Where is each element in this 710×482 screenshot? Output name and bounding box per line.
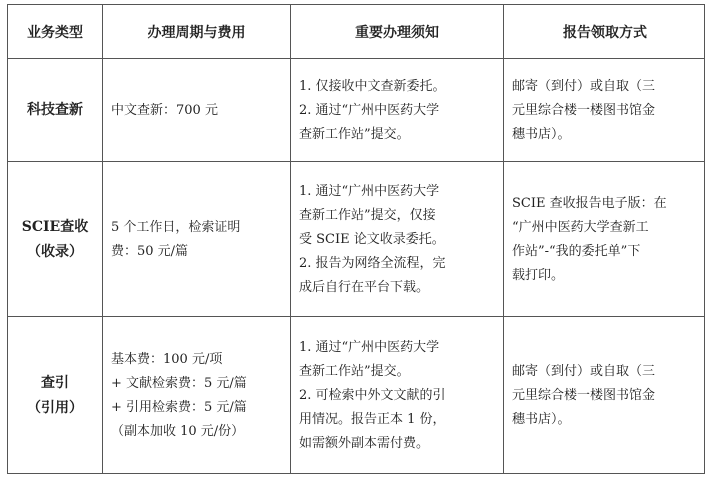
notice-line: 2. 通过“广州中医药大学 [299,102,440,118]
notice-line: 查新工作站”提交，仅接 [299,207,436,223]
notice-line: 成后自行在平台下载。 [299,279,430,295]
business-type-line: 查引 [41,374,69,391]
pickup-line: 元里综合楼一楼图书馆金 [512,102,656,118]
business-type-cell [8,162,103,317]
header-pickup: 报告领取方式 [563,24,647,41]
pickup-line: “广州中医药大学查新工 [512,219,649,235]
period-fee-line: + 文献检索费：5 元/篇 [111,375,247,391]
pickup-line: 穗书店）。 [512,126,571,142]
notice-line: 1. 通过“广州中医药大学 [299,339,440,355]
table-row [8,316,704,474]
business-type-line: SCIE查收 [21,218,89,235]
header-business-type: 业务类型 [8,5,103,58]
pickup-cell [504,59,706,162]
pickup-line: 穗书店）。 [512,411,571,427]
notice-line: 查新工作站”提交。 [299,363,410,379]
period-fee-cell [103,59,291,162]
period-fee-line: 5 个工作日，检索证明 [111,219,241,235]
pickup-line: 邮寄（到付）或自取（三 [512,363,656,379]
table-row [8,161,704,317]
table-header-row [8,5,704,58]
pickup-line: 元里综合楼一楼图书馆金 [512,387,656,403]
table-row [8,58,704,162]
business-type-line: （收录） [26,243,83,260]
period-fee-cell [103,317,291,474]
period-fee-line: （副本加收 10 元/份） [111,423,245,439]
notice-line: 用情况。报告正本 1 份， [299,411,446,427]
header-period-fee: 办理周期与费用 [103,5,291,58]
notice-cell [291,59,504,162]
notice-line: 如需额外副本需付费。 [299,435,430,451]
notice-cell [291,317,504,474]
pickup-line: 邮寄（到付）或自取（三 [512,78,656,94]
period-fee-line: 中文查新：700 元 [111,102,218,118]
notice-line: 1. 仅接收中文查新委托。 [299,78,446,94]
header-notice: 重要办理须知 [291,5,504,58]
pickup-cell [504,317,706,474]
service-table [7,4,705,474]
period-fee-line: 费：50 元/篇 [111,243,189,259]
period-fee-cell [103,162,291,317]
business-type-line: （引用） [27,399,83,416]
pickup-cell [504,162,706,317]
notice-line: 2. 可检索中外文文献的引 [299,387,446,403]
pickup-line: 载打印。 [512,267,565,283]
pickup-line: SCIE 查收报告电子版：在 [512,195,667,211]
period-fee-line: + 引用检索费：5 元/篇 [111,399,247,415]
notice-cell [291,162,504,317]
pickup-line: 作站”-“我的委托单”下 [512,243,641,259]
notice-line: 受 SCIE 论文收录委托。 [299,231,445,247]
business-type-line: 科技查新 [27,102,83,118]
business-type-cell [8,59,103,162]
notice-line: 1. 通过“广州中医药大学 [299,183,440,199]
business-type-cell [8,317,103,474]
notice-line: 2. 报告为网络全流程，完 [299,255,446,271]
notice-line: 查新工作站”提交。 [299,126,410,142]
period-fee-line: 基本费：100 元/项 [111,351,223,367]
